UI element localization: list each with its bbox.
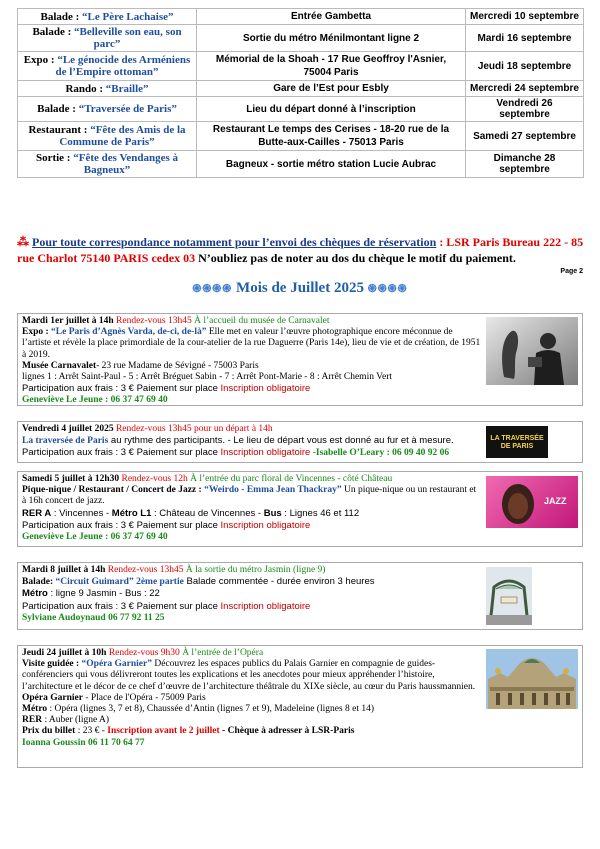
- image-jazz-text: JAZZ: [544, 496, 567, 506]
- schedule-date: Dimanche 28 septembre: [466, 151, 584, 178]
- schedule-title: “Belleville son eau, son parc”: [74, 26, 182, 50]
- event-bus-text: : Lignes 46 et 112: [281, 507, 360, 519]
- schedule-row: [18, 122, 584, 151]
- schedule-activity: [18, 81, 197, 97]
- event-rer-text: : Auber (ligne A): [42, 715, 110, 726]
- event-metro-text: : Opéra (lignes 3, 7 et 8), Chaussée d’Antin (lignes 7 et 9), Madeleine (lignes 8 et 14): [47, 704, 375, 715]
- schedule-activity: [18, 52, 197, 81]
- schedule-activity: [18, 151, 197, 178]
- schedule-place: Sortie du métro Ménilmontant ligne 2: [197, 25, 466, 52]
- schedule-type: Rando :: [65, 82, 104, 95]
- event-fees: Participation aux frais : 3 € Paiement sur place: [22, 519, 221, 531]
- event-desc: au rythme des participants. - Le lieu de départ vous est donné au fur et à mesure.: [108, 435, 454, 447]
- photo-agnes-varda-drawing: [486, 317, 578, 385]
- event-contact: -Isabelle O’Leary : 06 09 40 92 06: [310, 448, 450, 459]
- event-title: “Le Paris d’Agnès Varda, de-ci, de-là”: [51, 327, 207, 338]
- month-title: Mois de Juillet 2025: [236, 280, 364, 296]
- event-title: “Circuit Guimard” 2ème partie: [55, 577, 184, 588]
- note-reminder: N’oubliez pas de noter au dos du chèque le motif du paiement.: [195, 251, 516, 265]
- event-title: “Weirdo - Emma Jean Thackray”: [204, 485, 342, 496]
- note-address: : LSR Paris Bureau 222 - 85 rue Charlot 75140 PARIS cedex 03: [17, 235, 584, 265]
- event-rdv: Rendez-vous 13h45: [116, 316, 195, 326]
- schedule-type: Balade :: [40, 10, 80, 23]
- event-card-guimard: [17, 562, 583, 630]
- event-where: À l’entrée du parc floral de Vincennes - côté Château: [190, 474, 393, 484]
- event-price: Prix du billet: [22, 726, 76, 737]
- event-date: Vendredi 4 juillet 2025: [22, 424, 116, 434]
- event-inscription: Inscription obligatoire: [220, 383, 311, 395]
- schedule-row: [18, 25, 584, 52]
- schedule-date: Jeudi 18 septembre: [466, 52, 584, 81]
- event-kind: Pique-nique / Restaurant / Concert de Jazz :: [22, 485, 205, 496]
- event-desc: Elle met en valeur l’œuvre photographique encore méconnue de l’artiste et révèle la place primordiale de la cour-atelier de la rue Daguerre (Paris 14e), lieu de vie et de création, de 1951 à 2019.: [22, 327, 481, 360]
- schedule-row: [18, 81, 584, 97]
- event-museum: Musée Carnavalet: [22, 360, 97, 371]
- schedule-place: Mémorial de la Shoah - 17 Rue Geoffroy l'Asnier, 75004 Paris: [197, 52, 466, 81]
- event-contact: Ioanna Goussin 06 11 70 64 77: [22, 737, 145, 748]
- month-deco-left: ֍֍֍֍: [192, 283, 233, 295]
- schedule-title: “Braille”: [105, 82, 149, 95]
- event-price-text: : 23 € -: [75, 726, 108, 737]
- event-place: Opéra Garnier: [22, 692, 83, 703]
- event-where: À l’accueil du musée de Carnavalet: [194, 316, 330, 326]
- event-text: [22, 316, 482, 407]
- event-card-opera: [17, 645, 583, 768]
- schedule-type: Expo :: [23, 54, 55, 66]
- event-museum-addr: - 23 rue Madame de Sévigné - 75003 Paris: [96, 360, 259, 371]
- event-contact: Geneviève Le Jeune : 06 37 47 69 40: [22, 395, 168, 406]
- event-text: [22, 424, 482, 460]
- schedule-type: Balade :: [32, 26, 72, 38]
- correspondence-note: [17, 234, 587, 266]
- schedule-activity: [18, 9, 197, 25]
- image-traversee-text: LA TRAVERSÉE DE PARIS: [490, 435, 544, 450]
- schedule-activity: [18, 122, 197, 151]
- image-traversee: [486, 426, 548, 458]
- event-where: À l’entrée de l’Opéra: [182, 648, 264, 658]
- event-cheque: - Chèque à adresser à LSR-Paris: [219, 726, 355, 737]
- event-card-jazz: [17, 471, 583, 547]
- event-contact: Sylviane Audoynaud 06 77 92 11 25: [22, 612, 165, 623]
- event-date: Jeudi 24 juillet à 10h: [22, 648, 109, 658]
- schedule-date: Mardi 16 septembre: [466, 25, 584, 52]
- schedule-title: “Le Père Lachaise”: [82, 10, 174, 23]
- month-heading: [0, 280, 600, 297]
- schedule-title: “Fête des Amis de la Commune de Paris”: [59, 124, 186, 148]
- photo-guimard-entrance: [486, 567, 532, 625]
- event-card-carnavalet: [17, 313, 583, 406]
- note-symbol: ⁂: [17, 235, 29, 249]
- schedule-place: Lieu du départ donné à l’inscription: [197, 97, 466, 122]
- page-number: Page 2: [560, 268, 583, 275]
- schedule-place: Gare de l’Est pour Esbly: [197, 81, 466, 97]
- event-text: [22, 648, 482, 749]
- event-title: “Opéra Garnier”: [81, 659, 152, 670]
- event-desc: Un pique-nique ou un restaurant et à 16h concert de jazz.: [22, 485, 477, 507]
- event-fees: Participation aux frais : 3 € Paiement sur place: [22, 600, 221, 612]
- event-rdv: Rendez-vous 13h45 pour un départ à 14h: [115, 424, 273, 434]
- event-lines: lignes 1 : Arrêt Saint-Paul - 5 : Arrêt Bréguet Sabin - 7 : Arrêt Pont-Marie - 8 : Arrêt Chemin Vert: [22, 372, 392, 383]
- event-metro-text: : Château de Vincennes -: [151, 507, 264, 519]
- photo-opera-garnier: [486, 649, 578, 709]
- event-title: La traversée de Paris: [22, 436, 109, 447]
- schedule-title: “Fête des Vendanges à Bagneux”: [73, 152, 179, 176]
- event-text: [22, 474, 482, 543]
- schedule-date: Samedi 27 septembre: [466, 122, 584, 151]
- event-date: Samedi 5 juillet à 12h30: [22, 474, 122, 484]
- schedule-activity: [18, 97, 197, 122]
- event-rer: RER: [22, 715, 43, 726]
- photo-opera-drawing: [486, 649, 578, 709]
- event-card-traversee: [17, 421, 583, 463]
- month-deco-right: ֍֍֍֍: [367, 283, 408, 295]
- schedule-activity: [18, 25, 197, 52]
- event-kind: Balade:: [22, 577, 56, 588]
- event-date: Mardi 8 juillet à 14h: [22, 565, 108, 575]
- event-desc: Découvrez les espaces publics du Palais Garnier en compagnie de guides-conférenciers qui vous délivreront toutes les explications et les anecdotes pour mieux appréhender l’histoire, l’architecture et le décor de ce chef d’œuvre de l’architecture théâtrale du XIXe siècle, au cœur du Paris haussmannien.: [22, 659, 476, 692]
- event-inscription: Inscription obligatoire: [220, 447, 311, 459]
- event-kind: Visite guidée :: [22, 659, 82, 670]
- event-rer-text: : Vincennes -: [51, 507, 112, 519]
- schedule-title: “Traversée de Paris”: [78, 103, 177, 115]
- schedule-row: [18, 97, 584, 122]
- image-jazz-poster: [486, 476, 578, 528]
- schedule-row: [18, 9, 584, 25]
- event-date: Mardi 1er juillet à 14h: [22, 316, 117, 326]
- schedule-date: Vendredi 26 septembre: [466, 97, 584, 122]
- event-fees: Participation aux frais : 3 € Paiement sur place: [22, 383, 221, 395]
- event-place-text: - Place de l'Opéra - 75009 Paris: [82, 692, 206, 703]
- event-rer: RER A: [22, 507, 52, 519]
- photo-agnes-varda: [486, 317, 578, 385]
- event-contact: Geneviève Le Jeune : 06 37 47 69 40: [22, 532, 168, 543]
- event-metro: Métro L1: [111, 507, 152, 519]
- event-rdv: Rendez-vous 12h: [121, 474, 191, 484]
- schedule-type: Restaurant :: [28, 124, 88, 136]
- event-fees: Participation aux frais : 3 € Paiement sur place: [22, 447, 221, 459]
- event-rdv: Rendez-vous 9h30: [108, 648, 183, 658]
- event-metro: Métro: [22, 588, 48, 600]
- schedule-date: Mercredi 24 septembre: [466, 81, 584, 97]
- event-metro-text: : ligne 9 Jasmin - Bus : 22: [47, 588, 160, 600]
- event-desc: Balade commentée - durée environ 3 heures: [183, 576, 375, 588]
- note-underlined: Pour toute correspondance notamment pour l’envoi des chèques de réservation: [32, 235, 437, 249]
- schedule-date: Mercredi 10 septembre: [466, 9, 584, 25]
- event-text: [22, 565, 482, 624]
- event-where: À la sortie du métro Jasmin (ligne 9): [185, 565, 326, 575]
- event-inscription: Inscription obligatoire: [220, 519, 311, 531]
- event-bus: Bus: [263, 507, 282, 519]
- schedule-row: [18, 151, 584, 178]
- event-kind: Expo :: [22, 327, 52, 338]
- schedule-place: Bagneux - sortie métro station Lucie Aubrac: [197, 151, 466, 178]
- schedule-row: [18, 52, 584, 81]
- event-rdv: Rendez-vous 13h45: [107, 565, 186, 575]
- event-inscription: Inscription avant le 2 juillet: [107, 726, 220, 737]
- schedule-place: Restaurant Le temps des Cerises - 18-20 rue de la Butte-aux-Cailles - 75013 Paris: [197, 122, 466, 151]
- schedule-type: Balade :: [37, 103, 76, 115]
- schedule-type: Sortie :: [35, 152, 71, 164]
- schedule-place: Entrée Gambetta: [197, 9, 466, 25]
- schedule-title: “Le génocide des Arméniens de l’Empire ottoman”: [55, 54, 191, 78]
- photo-guimard-drawing: [486, 567, 532, 625]
- schedule-table: [17, 8, 584, 178]
- event-inscription: Inscription obligatoire: [220, 600, 311, 612]
- event-metro: Métro: [22, 704, 48, 715]
